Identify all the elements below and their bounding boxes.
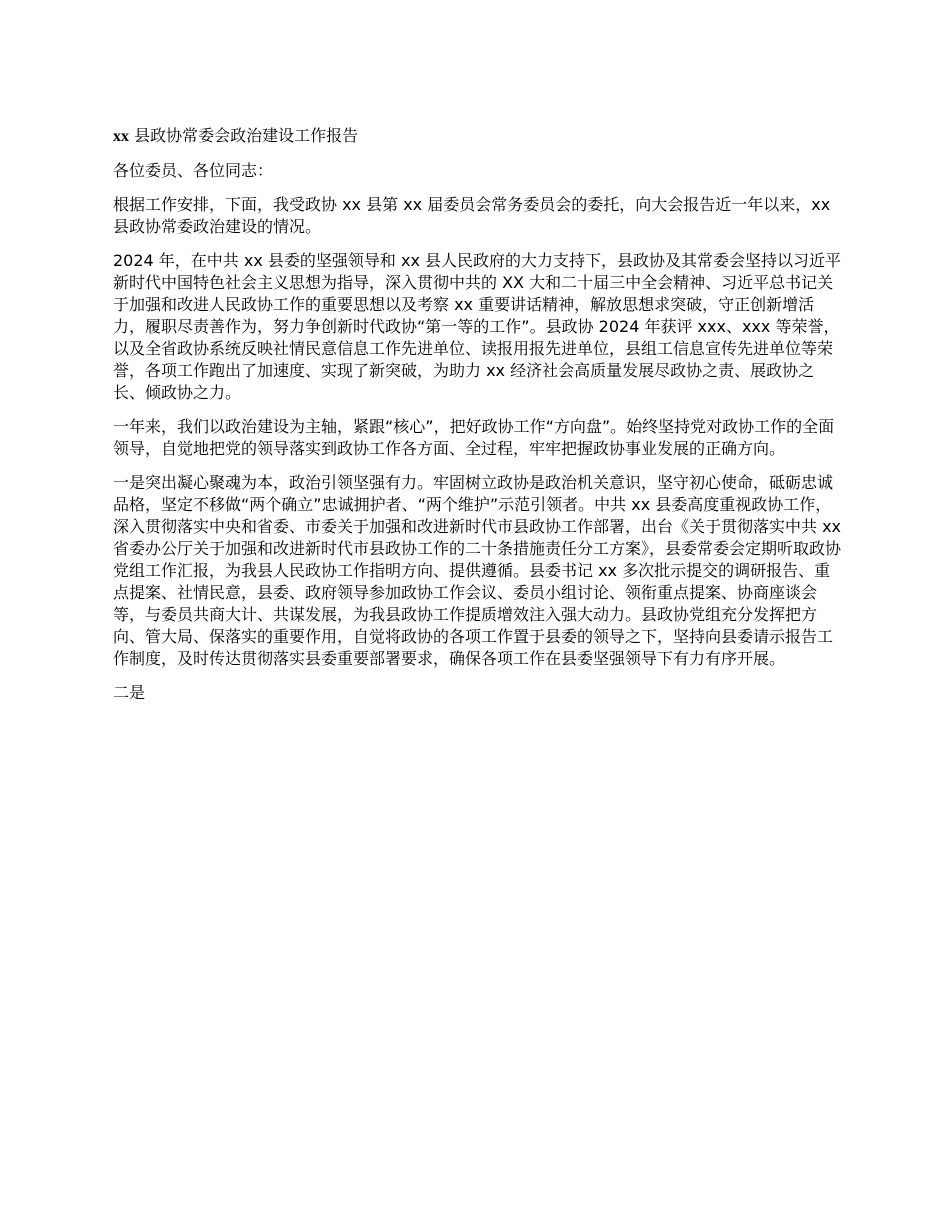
paragraph-overview-2024: 2024 年，在中共 xx 县委的坚强领导和 xx 县人民政府的大力支持下，县政协及其常委会坚持以习近平新时代中国特色社会主义思想为指导，深入贯彻中共的 XX 大和二十届三中全会精神、习近平总书记关于加强和改进人民政协工作的重要思想以及考察 xx 重要讲话精神，解放思想求突破，守正创新增活力，履职尽责善作为，努力争创新时代政协“第一等的工作”。县政协 2024 年获评 xxx、xxx 等荣誉，以及全省政协系统反映社情民意信息工作先进单位、读报用报先进单位，县组工信息宣传先进单位等荣誉，各项工作跑出了加速度、实现了新突破，为助力 xx 经济社会高质量发展尽政协之责、展政协之长、倾政协之力。 <box>113 251 842 402</box>
paragraph-point-one: 一是突出凝心聚魂为本，政治引领坚强有力。牢固树立政协是政治机关意识，坚守初心使命，砥砺忠诚品格，坚定不移做“两个确立”忠诚拥护者、“两个维护”示范引领者。中共 xx 县委高度重视政协工作，深入贯彻落实中央和省委、市委关于加强和改进新时代市县政协工作部署，出台《关于贯彻落实中共 xx 省委办公厅关于加强和改进新时代市县政协工作的二十条措施责任分工方案》，县委常委会定期听取政协党组工作汇报，为我县人民政协工作指明方向、提供遵循。县委书记 xx 多次批示提交的调研报告、重点提案、社情民意，县委、政府领导参加政协工作会议、委员小组讨论、领衔重点提案、协商座谈会等，与委员共商大计、共谋发展，为我县政协工作提质增效注入强大动力。县政协党组充分发挥把方向、管大局、保落实的重要作用，自觉将政协的各项工作置于县委的领导之下，坚持向县委请示报告工作制度，及时传达贯彻落实县委重要部署要求，确保各项工作在县委坚强领导下有力有序开展。 <box>113 473 842 668</box>
salutation: 各位委员、各位同志： <box>113 161 274 180</box>
document-body <box>113 125 843 716</box>
document-title-text: 县政协常委会政治建设工作报告 <box>129 126 359 145</box>
document-title-prefix: xx <box>113 128 129 145</box>
paragraph-intro: 根据工作安排，下面，我受政协 xx 县第 xx 届委员会常务委员会的委托，向大会报告近一年以来，xx 县政协常委政治建设的情况。 <box>113 195 831 236</box>
paragraph-political-building: 一年来，我们以政治建设为主轴，紧跟“核心”，把好政协工作“方向盘”。始终坚持党对政协工作的全面领导，自觉地把党的领导落实到政协工作各方面、全过程，牢牢把握政协事业发展的正确方向。 <box>113 417 835 458</box>
document-title <box>113 125 843 148</box>
paragraph-point-two: 二是 <box>113 683 146 702</box>
